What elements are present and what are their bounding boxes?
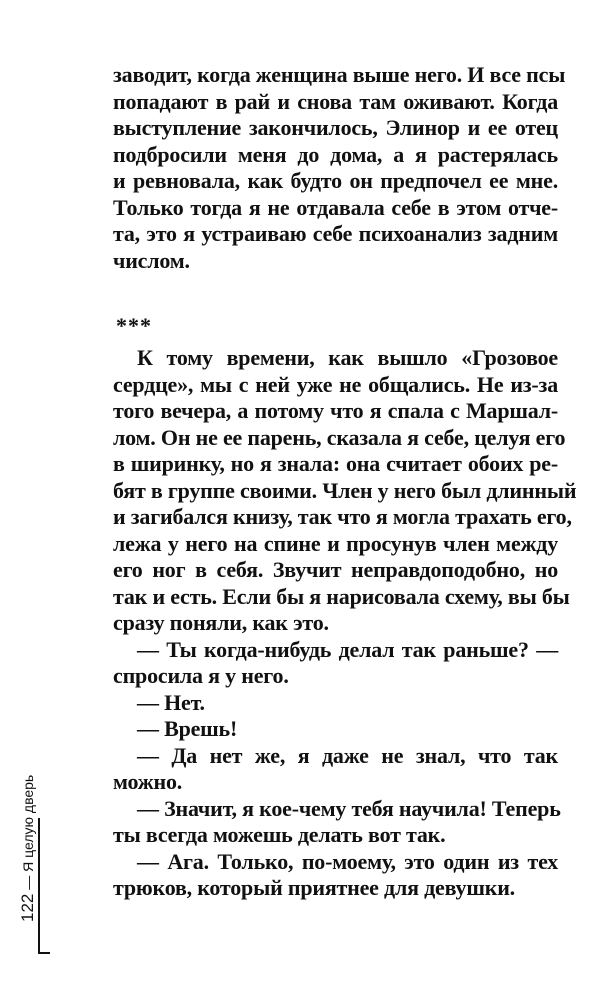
dialogue-line: — Ага. Только, по-моему, это один из тех [137, 848, 558, 874]
dialogue-line: — Ты когда-нибудь делал так раньше? — [137, 636, 558, 662]
text-line: того вечера, а потому что я спала с Маршал- [113, 398, 558, 423]
text-line: бят в группе своими. Член у него был длинный [113, 477, 577, 503]
text-line: К тому времени, как вышло «Грозовое [137, 345, 558, 370]
text-line: спросила я у него. [113, 663, 289, 688]
dialogue-line: — Врешь! [137, 716, 238, 741]
section-break: *** [116, 313, 152, 338]
text-line: та, это я устраиваю себе психоанализ задним [113, 221, 558, 246]
text-line: можно. [113, 769, 183, 794]
paragraph-continued [113, 62, 566, 274]
text-line: его ног в себя. Звучит неправдоподобно, но [113, 557, 558, 582]
text-line: и ревновала, как будто он предпочел ее мне. [113, 168, 558, 193]
footer-rule-vertical [38, 818, 40, 953]
page-number: 122 [18, 893, 37, 922]
text-line: сердце», мы с ней уже не общались. Не из-за [113, 371, 558, 397]
footer-rule-horizontal [38, 952, 50, 954]
running-footer-label [18, 742, 38, 922]
text-line: сразу поняли, как это. [113, 610, 329, 635]
dialogue-line: — Значит, я кое-чему тебя научила! Теперь [137, 795, 561, 821]
running-title: — Я целую дверь [20, 774, 36, 890]
dialogue-line: — Нет. [137, 689, 205, 715]
text-line: Только тогда я не отдавала себе в этом отче- [113, 194, 558, 220]
text-line: числом. [113, 247, 190, 273]
text-line: трюков, который приятнее для девушки. [113, 875, 515, 900]
text-line: так и есть. Если бы я нарисовала схему, вы бы [113, 583, 570, 609]
text-line: заводит, когда женщина выше него. И все псы [113, 62, 566, 87]
text-line: в ширинку, но я знала: она считает обоих ре- [113, 451, 558, 476]
text-line: подбросили меня до дома, а я растерялась [113, 141, 558, 167]
text-line: лежа у него на спине и просунув член между [113, 530, 558, 556]
text-line: и загибался книзу, так что я могла трахать его, [113, 504, 572, 529]
main-text [113, 345, 577, 902]
dialogue-line: — Да нет же, я даже не знал, что так [137, 742, 558, 768]
text-line: попадают в рай и снова там оживают. Когда [113, 88, 558, 114]
text-line: ты всегда можешь делать вот так. [113, 822, 446, 847]
running-footer [18, 742, 58, 922]
text-line: лом. Он не ее парень, сказала я себе, целуя его [113, 424, 566, 450]
text-line: выступление закончилось, Элинор и ее отец [113, 115, 558, 140]
